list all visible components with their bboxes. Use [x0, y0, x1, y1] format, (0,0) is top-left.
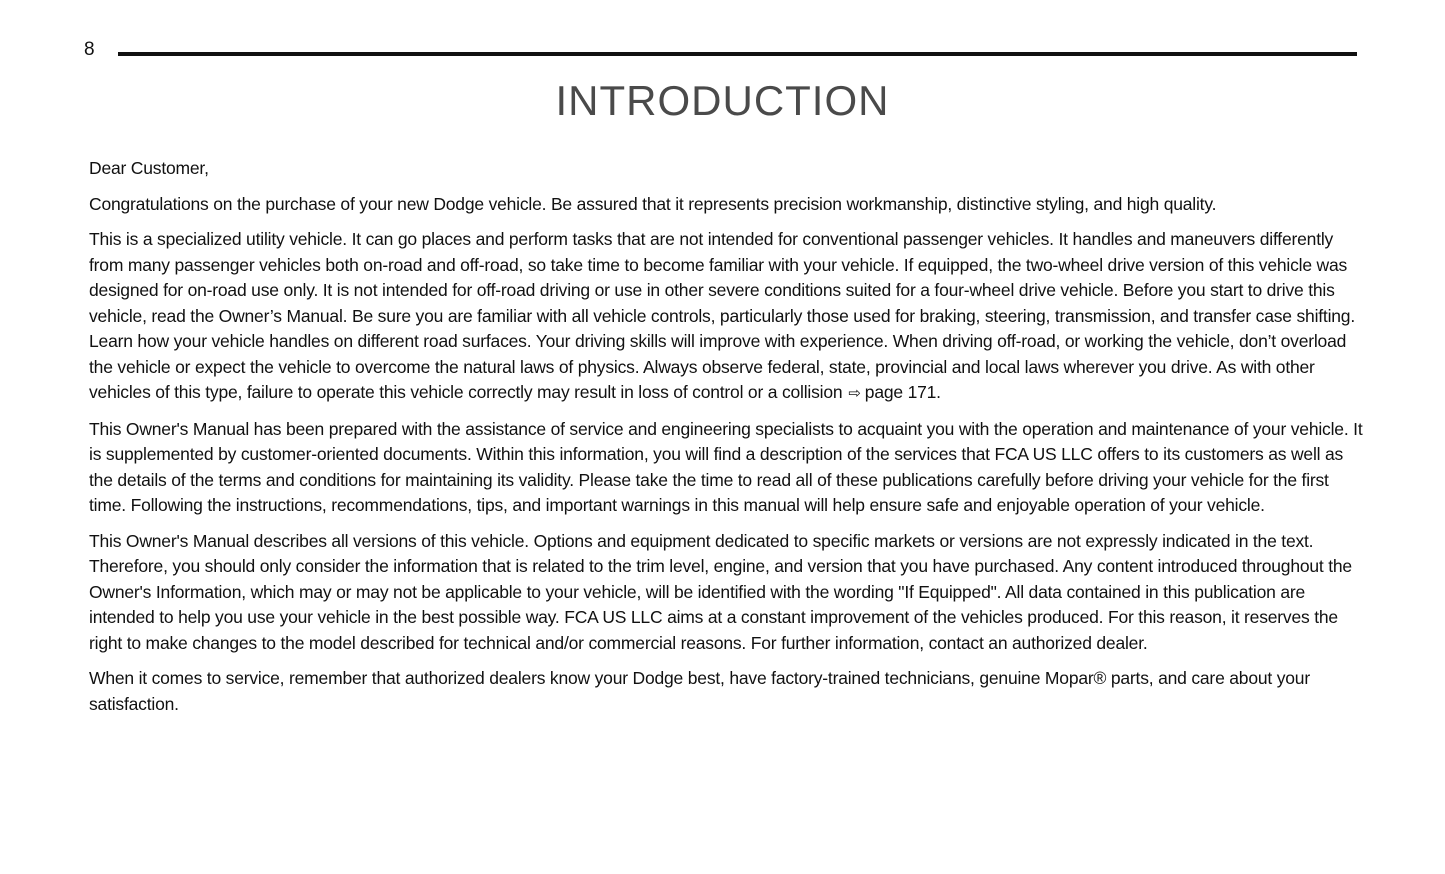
- page-number: 8: [84, 39, 95, 60]
- header-rule: [118, 52, 1357, 56]
- paragraph-manual-versions: This Owner's Manual describes all versions of this vehicle. Options and equipment dedicated to specific markets or versions are not expressly indicated in the text. Therefore, you should only consider the information that is related to the trim level, engine, and version that you have purchased. Any content introduced throughout the Owner's Information, which may or may not be applicable to your vehicle, will be identified with the wording "If Equipped". All data contained in this publication are intended to help you use your vehicle in the best possible way. FCA US LLC aims at a constant improvement of the vehicles produced. For this reason, it reserves the right to make changes to the model described for technical and/or commercial reasons. For further information, contact an authorized dealer.: [89, 530, 1352, 653]
- paragraph-service: When it comes to service, remember that authorized dealers know your Dodge best, have factory-trained technicians, genuine Mopar® parts, and care about your satisfaction.: [89, 668, 1310, 714]
- page-reference-link[interactable]: page 171.: [864, 382, 941, 402]
- paragraph-congratulations: Congratulations on the purchase of your new Dodge vehicle. Be assured that it represents precision workmanship, distinctive styling, and high quality.: [89, 193, 1217, 214]
- paragraph-specialized-vehicle: [89, 227, 1364, 407]
- paragraph-manual-preparation: This Owner's Manual has been prepared with the assistance of service and engineering specialists to acquaint you with the operation and maintenance of your vehicle. It is supplemented by customer-oriented documents. Within this information, you will find a description of the services that FCA US LLC offers to its customers as well as the details of the terms and conditions for maintaining its validity. Please take the time to read all of these publications carefully before driving your vehicle for the first time. Following the instructions, recommendations, tips, and important warnings in this manual will help ensure safe and enjoyable operation of your vehicle.: [89, 418, 1363, 515]
- body-text: [89, 156, 1364, 727]
- paragraph-specialized-vehicle-text: This is a specialized utility vehicle. It can go places and perform tasks that are not intended for conventional passenger vehicles. It handles and maneuvers differently from many passenger vehicles both on-road and off-road, so take time to become familiar with your vehicle. If equipped, the two-wheel drive version of this vehicle was designed for on-road use only. It is not intended for off-road driving or use in other severe conditions suited for a four-wheel drive vehicle. Before you start to drive this vehicle, read the Owner’s Manual. Be sure you are familiar with all vehicle controls, particularly those used for braking, steering, transmission, and transfer case shifting. Learn how your vehicle handles on different road surfaces. Your driving skills will improve with experience. When driving off-road, or working the vehicle, don’t overload the vehicle or expect the vehicle to overcome the natural laws of physics. Always observe federal, state, provincial and local laws wherever you drive. As with other vehicles of this type, failure to operate this vehicle correctly may result in loss of control or a collision: [89, 229, 1356, 402]
- arrow-right-outline-icon: ⇨: [848, 385, 861, 402]
- salutation: Dear Customer,: [89, 158, 209, 178]
- section-title: INTRODUCTION: [555, 77, 890, 124]
